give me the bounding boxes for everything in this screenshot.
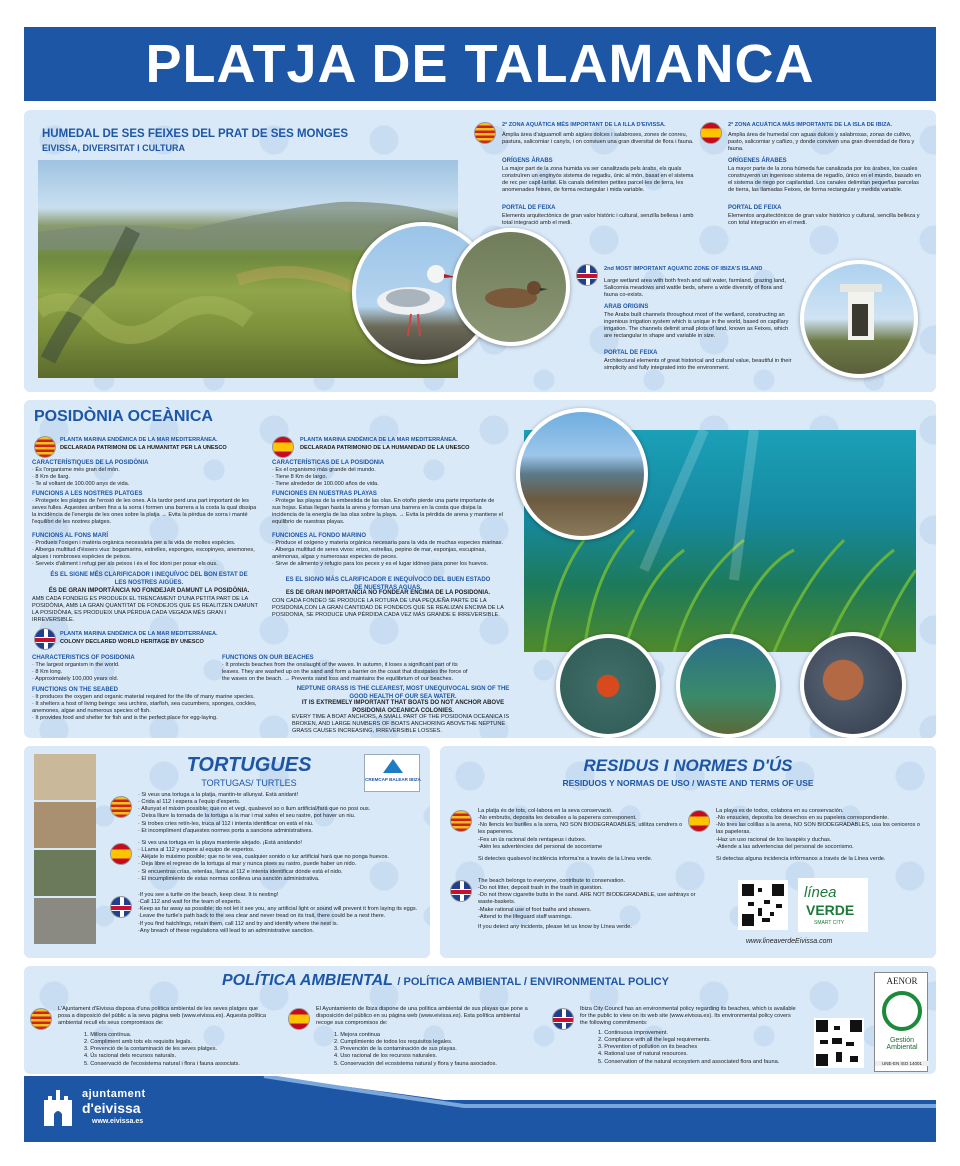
turtles-sub: TORTUGAS/ TURTLES — [201, 778, 297, 788]
wetland-ca-body3: Elements arquitectònics de gran valor històric i cultural, senzilla bellesa i amb total integració amb el medi. — [502, 213, 694, 227]
waste-panel — [440, 746, 936, 958]
aenor-logo-icon — [882, 991, 922, 1031]
posidonia-en-h2: FUNCTIONS ON THE SEABED — [32, 687, 119, 693]
turtle-photo-4 — [34, 898, 96, 944]
uk-flag-icon — [552, 1008, 574, 1030]
posidonia-es-l1: · Es el organismo más grande del mundo. · Tiene 8 Km de largo. · Tiene alrededor de 100.000 años de vida. — [272, 467, 379, 488]
posidonia-ca-l3: · Produeix l'oxigen i matèria orgànica necessària per a la vida de moltes espècies. · Alberga multitud d'éssers vius: bogamarins, estrelles, esponges, escopinyes, anemones, algues i nombroses espècies de peixos. · Serveix d'aliment i refugi per als peixos i és el lloc idoni per posar els ous. — [32, 540, 255, 568]
spanish-flag-icon — [110, 843, 132, 865]
turtles-panel — [24, 746, 430, 958]
wetland-es-title: 2ª ZONA ACUÁTICA MÁS IMPORTANTE DE LA ISLA DE IBIZA. — [728, 122, 893, 128]
posidonia-en-sub: COLONY DECLARED WORLD HERITAGE BY UNESCO — [60, 639, 204, 645]
catalan-flag-icon — [34, 436, 56, 458]
aenor-label: AENOR — [886, 976, 918, 986]
aenor-iso: UNE-EN ISO 14001 — [875, 1061, 929, 1066]
policy-ca-intro: L'Ajuntament d'Eivissa disposa d'una política ambiental de les seves platges que posa a disposició del públic a la seva pàgina web (www.eivissa.es). Aquesta política ambiental recull els seus compromisos de: — [58, 1006, 267, 1027]
policy-en-intro: Ibiza City Council has an environmental policy regarding its beaches, which is available for the public to view on its web site (www.eivissa.es). Its environmental policy covers the following commitments: — [580, 1006, 796, 1027]
policy-ca-item: 2. Compliment amb tots els requisits legals. — [84, 1039, 192, 1046]
wetland-ca-body2: La major part de la zona humida va ser canalitzada pels àrabs, els quals construïren un enginyós sistema de regadiu, únic al món, basat en el sistema de rec per capil·laritat. Els canals delimiten petites parcel·les de terra, les anomenades feixes, de forma rectangular i mida variable. — [502, 166, 694, 194]
policy-ca-item: 1. Millora contínua. — [84, 1032, 132, 1038]
policy-en-item: 4. Rational use of natural resources. — [598, 1051, 688, 1058]
policy-panel — [24, 966, 936, 1074]
wetland-ca-title: 2ª ZONA AQUÀTICA MÉS IMPORTANT DE LA ILLA D'EIVISSA. — [502, 122, 666, 128]
wetland-en-body: Large wetland area with both fresh and salt water, farmland, grazing land, Salicornia meadows and wattle beds, where a wide diversity of flora and fauna co-exists. — [604, 278, 786, 299]
wetland-es-body3: Elementos arquitectónicos de gran valor histórico y cultural, sencilla belleza y con total integración en el medi. — [728, 213, 920, 227]
footer-line1: ajuntament — [82, 1088, 146, 1100]
policy-ca-item: 5. Conservació de l'ecosistema natural i flora i fauna associats. — [84, 1060, 240, 1067]
wetland-ca-h3: PORTAL DE FEIXA — [502, 205, 556, 211]
linea-verde-logo-verde: VERDE — [806, 902, 855, 918]
policy-es-item: 3. Prevención de la contaminación de sus playas. — [334, 1046, 457, 1053]
waste-en: The beach belongs to everyone, contribute to conservation. -Do not litter, deposit trash in the trash in question. -Do not throw cigarette butts in the sand. ARE NOT BIODEGRADABLE, use ashtrays or waste-baskets. -Make rational use of foot baths and showers. -Attend to the lifeguard staff warnings. — [478, 878, 696, 920]
duck-photo — [452, 228, 570, 346]
posidonia-es-sub: DECLARADA PATRIMONIO DE LA HUMANIDAD DE LA UNESCO — [300, 445, 470, 451]
title-banner — [24, 27, 936, 101]
policy-en-item: 1. Continuous improvement. — [598, 1030, 668, 1036]
wetland-ca-body: Àmplia àrea d'aiguamoll amb aigües dolces i salabroses, zones de conreu, pastura, salicorniar i canyís, i on conviuen una gran diversitat de flora i fauna. — [502, 132, 694, 146]
waste-ca-note: Si detectes qualsevol incidència informa'ns a través de la Línea verde. — [478, 856, 653, 862]
catalan-flag-icon — [450, 810, 472, 832]
aenor-sub: Gestión Ambiental — [886, 1037, 918, 1051]
turtle-photo-2 — [34, 802, 96, 848]
posidonia-en-l1: · The largest organism in the world. · 8 Km long. · Approximately 100,000 years old. — [32, 662, 120, 683]
waste-es-note: Si detectas alguna incidencia infórmanos a través de la Línea verde. — [716, 856, 886, 862]
posidonia-ca-h1: CARACTERÍSTIQUES DE LA POSIDÒNIA — [32, 460, 149, 466]
octopus-photo — [800, 632, 906, 738]
posidonia-ca-title: PLANTA MARINA ENDÈMICA DE LA MAR MEDITERRÀNEA. — [60, 437, 218, 443]
spanish-flag-icon — [700, 122, 722, 144]
posidonia-en-h1: CHARACTERISTICS OF POSIDONIA — [32, 655, 135, 661]
posidonia-es-h1: CARACTERÍSTICAS DE LA POSIDONIA — [272, 460, 385, 466]
footer-wave-background — [24, 1076, 936, 1142]
catalan-flag-icon — [110, 796, 132, 818]
aenor-certification-badge — [874, 972, 928, 1072]
wetland-heading: HUMEDAL DE SES FEIXES DEL PRAT DE SES MONGES — [42, 128, 349, 140]
posidonia-es-h4: ES EL SIGNO MÁS CLARIFICADOR E INEQUÍVOCO DEL BUEN ESTADO DE NUESTRAS AGUAS. — [285, 577, 491, 591]
wetland-subheading: EIVISSA, DIVERSITAT I CULTURA — [42, 143, 186, 153]
posidonia-en-l5: EVERY TIME A BOAT ANCHORS, A SMALL PART OF THE POSIDONIA OCEANICA IS BROKEN, AND LARGE NUMBERS OF BOATS ANCHORING ABOVETHE NEPTUNE GRASS CAUSES INCREASING, IRREVERSIBLE LOSSES. — [292, 714, 510, 735]
page-title: PLATJA DE TALAMANCA — [145, 34, 815, 94]
posidonia-heading: POSIDÒNIA OCEÀNICA — [34, 408, 213, 425]
posidonia-es-l3: · Produce el oxígeno y materia orgánica necesaria para la vida de muchas especies marinas. · Alberga multitud de seres vivos: erizo, estrellas, pepino de mar, esponjas, escupinas, anémonas, algas y numerosas especies de peces. · Sirve de alimento y refugio para los peces y es el lugar idóneo para poner los huevos. — [272, 540, 504, 568]
uk-flag-icon — [450, 880, 472, 902]
policy-es-item: 4. Uso racional de los recursos naturales. — [334, 1053, 437, 1060]
policy-en-item: 2. Compliance with all the legal requirements. — [598, 1037, 711, 1044]
wetland-es-h2: ORÍGENES ÁRABES — [728, 158, 787, 164]
wetland-es-h3: PORTAL DE FEIXA — [728, 205, 782, 211]
wetland-en-title: 2nd MOST IMPORTANT AQUATIC ZONE OF IBIZA'S ISLAND — [604, 266, 763, 272]
posidonia-ca-l5: AMB CADA FONDEIG ES PRODUEIX EL TRENCAMENT D'UNA PETITA PART DE LA POSIDÒNIA, AMB LA GRAN QUANTITAT DE FONDEJOS QUE ES REALITZEN DAMUNT LA POSIDÒNIA, ES PRODUEIX UNA PÈRDUA CADA VEGADA MÉS GRAN I IRREVERSIBLE. — [32, 596, 258, 624]
wetland-en-h2: ARAB ORIGINS — [604, 304, 649, 310]
footer — [24, 1076, 936, 1142]
wetland-en-h3: PORTAL DE FEIXA — [604, 350, 658, 356]
posidonia-ca-l1: · És l'organisme més gran del món. · 8 Km de llarg. · Te al voltant de 100.000 anys de vida. — [32, 467, 130, 488]
linea-verde-logo-smart: SMART CITY — [814, 920, 845, 926]
posidonia-en-title: PLANTA MARINA ENDÉMICA DE LA MAR MEDITERRÁNEA. — [60, 631, 218, 637]
starfish-photo — [556, 634, 660, 738]
turtle-photo-1 — [34, 754, 96, 800]
waste-heading: RESIDUS I NORMES D'ÚS — [583, 756, 793, 775]
policy-es-item: 5. Conservación del ecosistema natural y flora y fauna asociados. — [334, 1060, 497, 1067]
posidonia-es-h3: FUNCIONES AL FONDO MARINO — [272, 533, 366, 539]
linea-verde-url[interactable]: www.lineaverdeEivissa.com — [746, 938, 833, 945]
posidonia-en-h5: IT IS EXTREMELY IMPORTANT THAT BOATS DO NOT ANCHOR ABOVE POSIDONIA OCEANICA COLONIES. — [301, 700, 505, 714]
policy-heading-line — [222, 972, 669, 990]
turtles-ca: · Si veus una tortuga a la platja, mantin-te allunyat. Està anidant! · Crida al 112 i espera a l'equip d'experts. · Allunyat el màxim possible; que no et vegi, qualsevol so o llum artificial/fará que no posi ous. · Deixa lliure la tornada de la tortuga a la mar i mai xafes el seu rastre, pot haver un niu. · Si trobes cries retín-les, truca al 112 i intenta identificar on està el niu. · Et incompliment d'aquestes normes porta a sancions administratives. — [138, 792, 371, 834]
turtle-center-logo — [364, 754, 420, 792]
posidonia-es-title: PLANTA MARINA ENDÉMICA DE LA MAR MEDITERRÁNEA. — [300, 437, 458, 443]
posidonia-panel — [24, 400, 936, 738]
posidonia-ca-sub: DECLARADA PATRIMONI DE LA HUMANITAT PER LA UNESCO — [60, 445, 227, 451]
policy-es-intro: El Ayuntamiento de Ibiza dispone de una política ambiental de sus playas que pone a disposición del público en su página web (www.eivissa.es). Esta política ambiental recoge sus compromisos de: — [316, 1006, 528, 1027]
linea-verde-qr-code[interactable] — [738, 880, 788, 930]
posidonia-es-h5: ES DE GRAN IMPORTANCIA NO FONDEAR ENCIMA DE LA POSIDONIA. — [285, 590, 491, 596]
policy-es-list — [334, 1032, 544, 1068]
policy-en-item: 5. Conservation of the natural ecosystem and associated flora and fauna. — [598, 1058, 780, 1065]
turtle-photo-3 — [34, 850, 96, 896]
posidonia-en-l2: · It produces the oxygen and organic material required for the life of many marine species. · It shelters a host of living beings: sea urchins, starfish, sea cucumbers, sponges, cockles, anemones, algae and numerous species of fish. · It provides food and shelter for fish and is the perfect place for egg-laying. — [32, 694, 257, 722]
waste-en-note: If you detect any incidents, please let us know by Línea verde. — [478, 924, 632, 930]
wetland-en-body2: The Arabs built channels throughout most of the wetland, constructing an ingenious irrigation system which is unique in the world, based on capillary irrigation. The channels delimit small plots of land, known as Feixes, which are rectangular in shape and variable in size. — [604, 312, 789, 340]
wetland-panel — [24, 110, 936, 392]
policy-qr-code[interactable] — [814, 1018, 864, 1068]
wetland-ca-h2: ORÍGENS ÀRABS — [502, 158, 553, 164]
catalan-flag-icon — [474, 122, 496, 144]
spanish-flag-icon — [272, 436, 294, 458]
beach-seaweed-photo — [516, 408, 648, 540]
footer-line2: d'eivissa — [82, 1100, 141, 1116]
posidonia-ca-h4: ÉS EL SIGNE MÉS CLARIFICADOR I INEQUÍVOC DEL BON ESTAT DE LES NOSTRES AIGÜES. — [50, 572, 248, 586]
uk-flag-icon — [34, 628, 56, 650]
policy-heading: POLÍTICA AMBIENTAL — [222, 972, 393, 989]
waste-ca: La platja és de tots, col·labora en la seva conservació. -No embrutis, deposita les deixalles a la paperera corresponent. -No llencis les burilles a la sorra, NO SON BIODEGRADABLES, utilitza cendrers o les papereres. -Fes un ús racional dels rentapeus i dutxes. -Atén les advertències del personal de socorrisme — [478, 808, 683, 850]
posidonia-es-l5: CON CADA FONDEO SE PRODUCE LA ROTURA DE UNA PEQUEÑA PARTE DE LA POSIDONIA,CON LA GRAN CANTIDAD DE FONDEOS QUE SE REALIZAN ENCIMA DE LA POSIDONIA, SE PRODUCE UNA PÉRDIDA CADA VEZ MÁS GRANDE E IRREVERSIBLE. — [272, 598, 504, 619]
policy-en-item: 3. Prevention of pollution on its beaches — [598, 1044, 698, 1051]
turtles-en: ·If you see a turtle on the beach, keep clear. It is nesting! ·Call 112 and wait for the team of experts. ·Keep as far away as possible; do not let it see you, any artificial light or sound will prevent it from laying its eggs. ·Leave the turtle's path back to the sea clear and never tread on its trail, there could be a nest there. ·If you find hatchlings, retain them, call 112 and try and identify where the nest is. ·Any breach of these regulations will lead to an administrative sanction. — [138, 892, 418, 934]
spanish-flag-icon — [288, 1008, 310, 1030]
policy-ca-list — [84, 1032, 284, 1068]
posidonia-en-l3: · It protects beaches from the onslaught of the waves. In autumn, it loses a significant part of its leaves. They are washed up on the sand and form a barrier on the coast that dissipates the force of the waves on the beach. → Prevents sand loss and maintains the equilibrium of our beaches. — [222, 662, 468, 683]
turtles-es: · Si ves una tortuga en la playa mantente alejado. ¡Está anidando! · LLama al 112 y espere al equipo de expertos. · Aléjate lo máximo posible; que no te vea, cualquier sonido o luz artificial hará que no ponga huevos. · Deja libre el regreso de la tortuga al mar y nunca pises su rastro, puede haber un nido. · Si encuentras crías, retenlas, llama al 112 e intenta identificar dónde está el nido. · El incumplimiento de estas normas conlleva una sanción administrativa. — [138, 840, 389, 882]
fish-photo — [676, 634, 780, 738]
posidonia-en-h4: NEPTUNE GRASS IS THE CLEAREST, MOST UNEQUIVOCAL SIGN OF THE GOOD HEALTH OF OUR SEA WATER. — [296, 686, 510, 700]
uk-flag-icon — [110, 896, 132, 918]
waste-sub: RESIDUOS Y NORMAS DE USO / WASTE AND TERMS OF USE — [562, 778, 814, 788]
waste-es: La playa es de todos, colabora en su conservación. -No ensucies, deposita los desechos en su papelera correspondiente. -No tires las colillas a la arena, NO SON BIODEGRADABLES, usa los ceniceros o las papeleras. -Haz un uso racional de los lavapiés y duchas. -Atiende a las advertencias del personal de socorrismo. — [716, 808, 920, 850]
posidonia-ca-l2: · Protegeix les platges de l'erosió de les ones. A la tardor perd una part important de les seves fulles. Aquestes arriben fins a la sorra i formen una barrera a la costa la qual dissipa la incidència de l'energia de les ones sobre la platja → Evita la pèrdua de sorra i manté l'equilibri de les nostres platges. — [32, 498, 257, 526]
policy-en-list — [598, 1030, 798, 1066]
policy-es-item: 1. Mejora continua — [334, 1032, 381, 1038]
posidonia-es-l2: · Protege las playas de la embestida de las olas. En otoño pierde una parte importante de sus hojas. Estas llegan hasta la arena y forman una barrera en la costa que disipa la incidencia de la energía de las olas sobre la playa. → Evita la pérdida de arena y mantiene el equilibrio de nuestras playas. — [272, 498, 504, 526]
linea-verde-logo — [798, 878, 868, 932]
turtle-logo-text: CREMCAP BALEAR IBIZA — [365, 777, 421, 782]
footer-url[interactable]: www.eivissa.es — [92, 1118, 144, 1125]
posidonia-en-h3: FUNCTIONS ON OUR BEACHES — [222, 655, 314, 661]
policy-es-item: 2. Cumplimiento de todos los requisitos legales. — [334, 1039, 453, 1046]
policy-heading-rest: / POLÍTICA AMBIENTAL / ENVIRONMENTAL POLICY — [397, 976, 669, 988]
posidonia-ca-h5: ÉS DE GRAN IMPORTÀNCIA NO FONDEJAR DAMUNT LA POSIDÒNIA. — [48, 588, 250, 594]
castle-logo-icon — [42, 1086, 74, 1130]
wetland-es-body: Amplia área de humedal con aguas dulces y salabrosas, zonas de cultivo, pasto, salicorniar y cañizo, y donde conviven una gran diversidad de flora y fauna. — [728, 132, 915, 153]
uk-flag-icon — [576, 264, 598, 286]
wetland-en-body3: Architectural elements of great historical and cultural value, beautiful in their simplicity and fully integrated into the environment. — [604, 358, 792, 372]
posidonia-es-h2: FUNCIONES EN NUESTRAS PLAYAS — [272, 491, 377, 497]
turtles-heading: TORTUGUES — [186, 754, 312, 776]
policy-ca-item: 4. Ús racional dels recursos naturals. — [84, 1053, 177, 1060]
wetland-es-body2: La mayor parte de la zona húmeda fue canalizada por los árabes, los cuales construyeron un ingenioso sistema de regadío, único en el mundo, basado en el sistema de riego por capilaridad. Los canales delimitan pequeñas parcelas de tierra, las llamadas Feixes, de forma rectangular y medida variable. — [728, 166, 921, 194]
feixa-portal-photo — [800, 260, 918, 378]
posidonia-ca-h3: FUNCIONS AL FONS MARÍ — [32, 533, 108, 539]
catalan-flag-icon — [30, 1008, 52, 1030]
policy-ca-item: 3. Prevenció de la contaminació de les seves platges. — [84, 1046, 218, 1053]
posidonia-ca-h2: FUNCIONS A LES NOSTRES PLATGES — [32, 491, 143, 497]
linea-verde-logo-text: línea — [804, 884, 837, 901]
spanish-flag-icon — [688, 810, 710, 832]
